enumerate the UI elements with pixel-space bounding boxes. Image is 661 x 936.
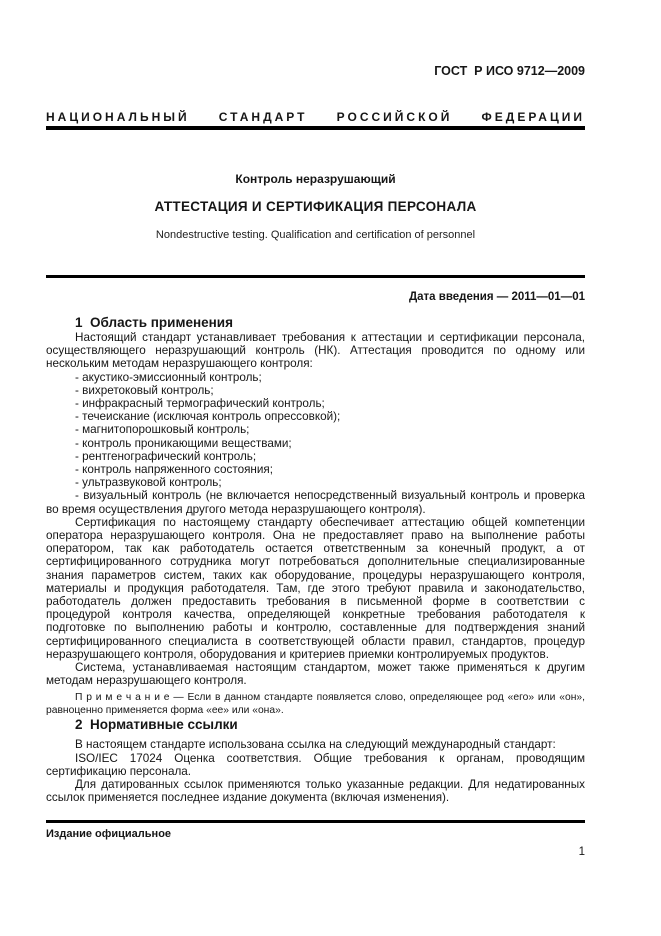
section-2-paragraph-2: ISO/IEC 17024 Оценка соответствия. Общие требования к органам, проводящим сертификацию персонала.	[46, 751, 585, 778]
method-list-item: - рентгенографический контроль;	[75, 449, 257, 463]
document-body	[46, 315, 585, 804]
method-list-item: - ультразвуковой контроль;	[75, 476, 222, 490]
section-1-paragraph-3: Система, устанавливаемая настоящим стандартом, может также применяться к другим методам неразрушающего контроля.	[46, 661, 585, 688]
doc-subject: Контроль неразрушающий	[235, 172, 396, 186]
footer-rule	[46, 820, 585, 823]
method-list-item: - акустико-эмиссионный контроль;	[75, 370, 262, 384]
section-1-note: П р и м е ч а н и е — Если в данном стандарте появляется слово, определяющее род «его» или «он», равноценно применяется форма «ее» или «она».	[46, 692, 585, 716]
section-1-paragraph-2: Сертификация по настоящему стандарту обеспечивает аттестацию общей компетенции оператора неразрушающего контроля. Она не предоставляет право на выполнение работы оператором, так как работодатель остается ответственным за конечный продукт, а от сертифицированного сотрудника могут потребоваться дополнительные специализированные знания параметров систем, таких как оборудование, процедуры неразрушающего контроля, материалы и продукция работодателя. Там, где этого требуют правила и законодательство, работодатель должен предоставить требования в письменной форме в соответствии с процедурой контроля качества, определяющей конкретные требования работодателя к подготовке по выполнению работы и контролю, составленные для подтверждения знаний сертифицированного специалиста в соответствующей области правил, стандартов, процедур неразрушающего контроля, оборудования и критериев приемки контролируемых продуктов.	[46, 515, 585, 661]
page-number: 1	[578, 846, 585, 858]
section-1-paragraph-1: Настоящий стандарт устанавливает требования к аттестации и сертификации персонала, осуществляющего неразрушающий контроль (НК). Аттестация проводится по одному или нескольким методам неразрушающего контроля:	[46, 331, 585, 371]
method-list-item: - контроль напряженного состояния;	[75, 463, 273, 477]
header-rule	[46, 126, 585, 130]
title-block	[46, 172, 585, 242]
method-list-item: - контроль проникающими веществами;	[75, 436, 292, 450]
method-list-item: - инфракрасный термографический контроль;	[75, 397, 325, 411]
title-separator-rule	[46, 275, 585, 278]
section-1-heading: 1 Область применения	[75, 315, 233, 330]
method-list-item: - визуальный контроль (не включается непосредственный визуальный контроль и проверка во время осуществления другого метода неразрушающего контроля).	[46, 489, 585, 516]
effective-date: Дата введения — 2011—01—01	[408, 291, 585, 303]
section-2-paragraph-3: Для датированных ссылок применяются только указанные редакции. Для недатированных ссылок применяется последнее издание документа (включая изменения).	[46, 777, 585, 805]
section-2-heading: 2 Нормативные ссылки	[75, 717, 238, 733]
doc-title: АТТЕСТАЦИЯ И СЕРТИФИКАЦИЯ ПЕРСОНАЛА	[154, 199, 477, 214]
doc-code: ГОСТ Р ИСО 9712—2009	[434, 64, 585, 78]
standard-designation-header: НАЦИОНАЛЬНЫЙ СТАНДАРТ РОССИЙСКОЙ ФЕДЕРАЦИИ	[46, 110, 585, 124]
method-list	[46, 371, 585, 516]
page-header	[46, 0, 585, 130]
method-list-item: - магнитопорошковый контроль;	[75, 423, 250, 437]
section-2-paragraph-1: В настоящем стандарте использована ссылка на следующий международный стандарт:	[75, 738, 556, 752]
method-list-item: - вихретоковый контроль;	[75, 383, 214, 397]
method-list-item: - течеискание (исключая контроль опрессовкой);	[75, 410, 341, 424]
doc-title-english: Nondestructive testing. Qualification and certification of personnel	[155, 229, 476, 241]
edition-note: Издание официальное	[46, 828, 172, 840]
